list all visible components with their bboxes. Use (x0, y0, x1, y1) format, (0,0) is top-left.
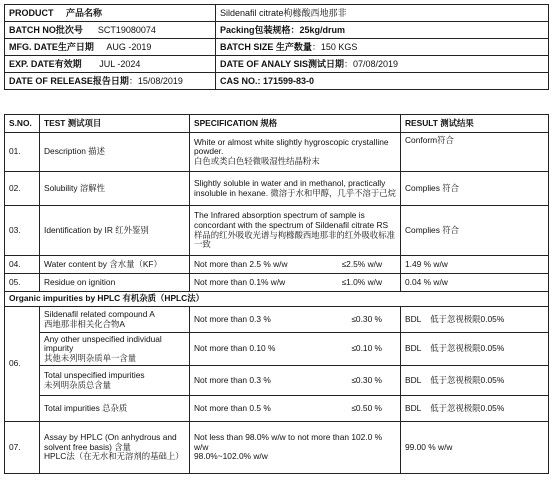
analysis-cell (216, 56, 549, 73)
release-label: DATE OF RELEASE报告日期 (9, 76, 129, 86)
row-result: BDL 低于忽视极限0.05% (401, 396, 549, 422)
row-spec (190, 274, 401, 292)
row-spec: The Infrared absorption spectrum of sample is concordant with the spectrum of Sildenafil citrate RS 样品的红外吸收光谱与枸橼酸西地那非的红外吸收标准一致 (190, 206, 401, 256)
row-test: Residue on ignition (40, 274, 190, 292)
row-no: 01. (5, 133, 40, 172)
table-row (5, 172, 549, 206)
spec-text: Not more than 0.5 % (194, 402, 271, 413)
analysis-value: ：07/08/2019 (344, 59, 399, 69)
cas-value: 171599-83-0 (263, 76, 315, 86)
row-spec (190, 366, 401, 396)
row-test: Total impurities 总杂质 (40, 396, 190, 422)
spec-limit: ≤2.5% w/w (341, 258, 382, 269)
table-row (5, 396, 549, 422)
section-title: Organic impurities by HPLC 有机杂质（HPLC法） (5, 292, 549, 307)
spec-limit: ≤0.30 % (351, 313, 382, 324)
row-spec (190, 256, 401, 274)
row-spec: Not less than 98.0% w/w to not more than 102.0 % w/w 98.0%~102.0% w/w (190, 422, 401, 474)
product-label-cell (5, 5, 216, 22)
row-result: Complies 符合 (401, 172, 549, 206)
spec-limit: ≤0.50 % (351, 402, 382, 413)
row-spec: Slightly soluble in water and in methanol, practically insoluble in hexane. 微溶于水和甲醇，几乎不溶于己烷 (190, 172, 401, 206)
spec-limit: ≤0.30 % (351, 374, 382, 385)
table-row (5, 333, 549, 366)
row-test: Any other unspecified individual impurity 其他未列明杂质单一含量 (40, 333, 190, 366)
row-result: Complies 符合 (401, 206, 549, 256)
product-row (5, 5, 549, 22)
row-spec (190, 396, 401, 422)
exp-row (5, 56, 549, 73)
analysis-label: DATE OF ANALY SIS测试日期 (220, 59, 345, 69)
cas-cell (216, 73, 549, 90)
row-test: Solubility 溶解性 (40, 172, 190, 206)
col-test: TEST 测试项目 (40, 115, 190, 133)
col-sno: S.NO. (5, 115, 40, 133)
batch-no-cell (5, 22, 216, 39)
packing-label: Packing包装规格： (220, 25, 300, 35)
exp-label: EXP. DATE有效期 (9, 59, 82, 69)
spec-text: Not more than 0.10 % (194, 343, 276, 354)
spec-text: Not more than 0.1% w/w (194, 276, 286, 287)
mfg-value: AUG -2019 (106, 42, 152, 52)
mfg-row (5, 39, 549, 56)
row-no: 02. (5, 172, 40, 206)
release-row (5, 73, 549, 90)
product-label: PRODUCT (9, 8, 54, 18)
row-no: 07. (5, 422, 40, 474)
table-row (5, 274, 549, 292)
row-result: 0.04 % w/w (401, 274, 549, 292)
col-spec: SPECIFICATION 规格 (190, 115, 401, 133)
row-spec: White or almost white slightly hygroscopic crystalline powder. 白色或类白色轻微吸湿性结晶粉末 (190, 133, 401, 172)
row-result: BDL 低于忽视极限0.05% (401, 307, 549, 333)
spec-limit: ≤1.0% w/w (341, 276, 382, 287)
packing-cell (216, 22, 549, 39)
row-test: Description 描述 (40, 133, 190, 172)
row-no: 06. (5, 307, 40, 422)
exp-value: JUL -2024 (99, 59, 141, 69)
table-row (5, 307, 549, 333)
row-result: Conform符合 (401, 133, 549, 172)
exp-cell (5, 56, 216, 73)
table-row (5, 422, 549, 474)
row-no: 05. (5, 274, 40, 292)
row-test: Sildenafil related compound A 西地那非相关化合物A (40, 307, 190, 333)
row-no: 04. (5, 256, 40, 274)
header-table (4, 4, 549, 90)
test-results-table (4, 114, 549, 474)
batch-size-value: ：150 KGS (311, 42, 358, 52)
mfg-label: MFG. DATE生产日期 (9, 42, 94, 52)
mfg-cell (5, 39, 216, 56)
spec-text: Not more than 2.5 % w/w (194, 258, 288, 269)
spec-limit: ≤0.10 % (351, 343, 382, 354)
row-test: Assay by HPLC (On anhydrous and solvent free basis) 含量 HPLC法（在无水和无溶剂的基础上） (40, 422, 190, 474)
packing-value: 25kg/drum (299, 25, 346, 35)
row-test: Identification by IR 红外鉴别 (40, 206, 190, 256)
row-no: 03. (5, 206, 40, 256)
batch-size-label: BATCH SIZE 生产数量 (220, 42, 312, 52)
release-value: ：15/08/2019 (128, 76, 183, 86)
row-result: BDL 低于忽视极限0.05% (401, 333, 549, 366)
row-test: Water content by 含水量（KF） (40, 256, 190, 274)
spec-text: Not more than 0.3 % (194, 374, 271, 385)
cas-label: CAS NO.: (220, 76, 264, 86)
col-result: RESULT 测试结果 (401, 115, 549, 133)
table-row (5, 256, 549, 274)
spec-text: Not more than 0.3 % (194, 313, 271, 324)
row-spec (190, 333, 401, 366)
row-spec (190, 307, 401, 333)
row-result: 1.49 % w/w (401, 256, 549, 274)
table-row (5, 133, 549, 172)
table-row (5, 206, 549, 256)
row-result: BDL 低于忽视极限0.05% (401, 366, 549, 396)
section-title-row (5, 292, 549, 307)
batch-size-cell (216, 39, 549, 56)
product-label-cn: 产品名称 (66, 8, 103, 18)
product-value: Sildenafil citrate枸橼酸西地那非 (216, 5, 549, 22)
batch-no-label: BATCH NO批次号 (9, 25, 83, 35)
batch-no-value: SCT19080074 (97, 25, 156, 35)
batch-row (5, 22, 549, 39)
table-header-row (5, 115, 549, 133)
release-cell (5, 73, 216, 90)
table-row (5, 366, 549, 396)
row-result: 99.00 % w/w (401, 422, 549, 474)
row-test: Total unspecified impurities 未列明杂质总含量 (40, 366, 190, 396)
